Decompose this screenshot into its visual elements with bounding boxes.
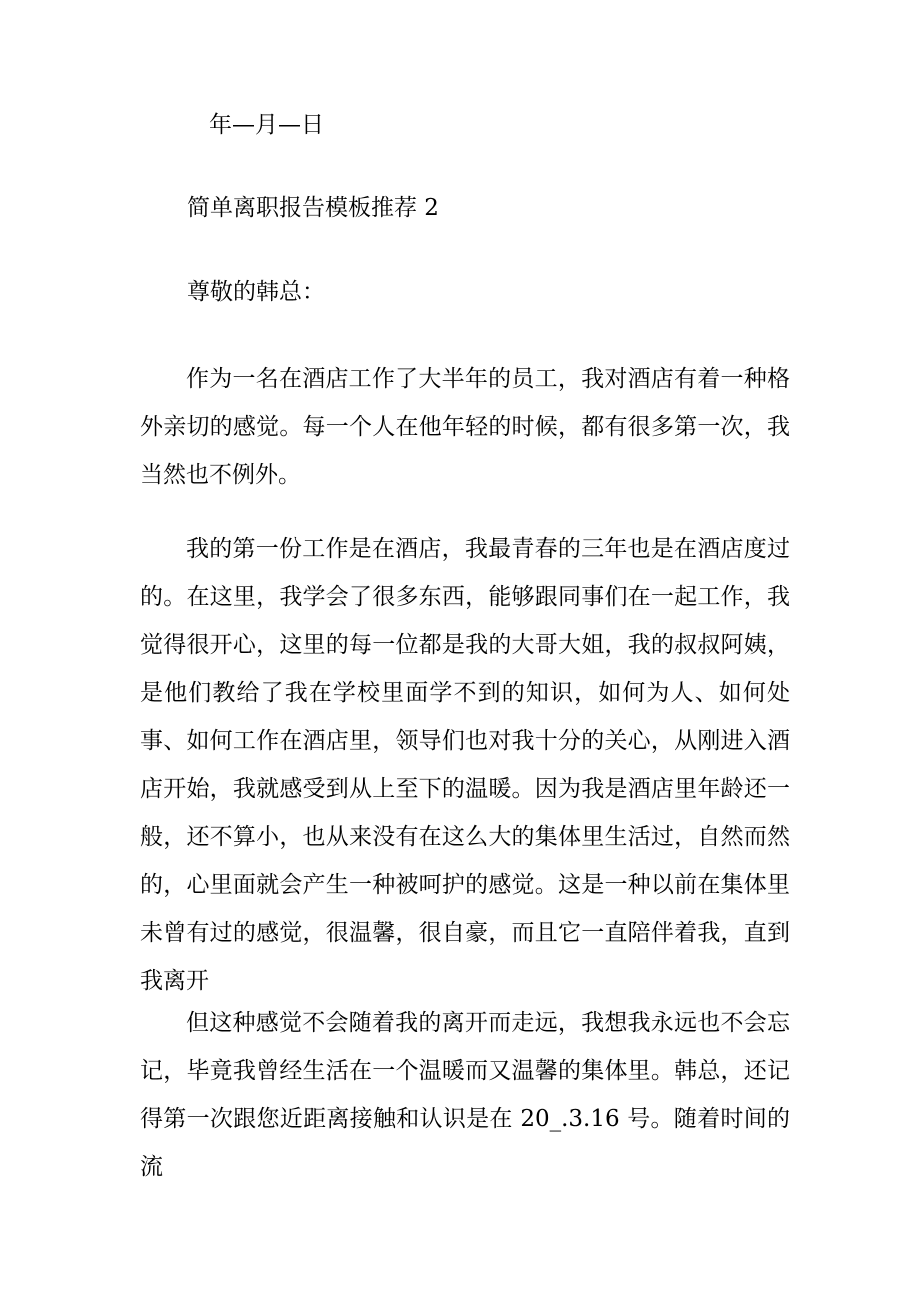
date-line: 年—月—日 [209,112,324,138]
paragraph-2: 我的第一份工作是在酒店，我最青春的三年也是在酒店度过的。在这里，我学会了很多东西，能够跟同事们在一起工作，我觉得很开心，这里的每一位都是我的大哥大姐，我的叔叔阿姨，是他们教给了我在学校里面学不到的知识，如何为人、如何处事、如何工作在酒店里，领导们也对我十分的关心，从刚进入酒店开始，我就感受到从上至下的温暖。因为我是酒店里年龄还一般，还不算小，也从来没有在这么大的集体里生活过，自然而然的，心里面就会产生一种被呵护的感觉。这是一种以前在集体里未曾有过的感觉，很温馨，很自豪，而且它一直陪伴着我，直到我离开 [140,536,790,994]
paragraph-1: 作为一名在酒店工作了大半年的员工，我对酒店有着一种格外亲切的感觉。每一个人在他年轻的时候，都有很多第一次，我当然也不例外。 [140,366,790,488]
salutation: 尊敬的韩总： [187,279,325,305]
paragraph-3: 但这种感觉不会随着我的离开而走远，我想我永远也不会忘记，毕竟我曾经生活在一个温暖而又温馨的集体里。韩总，还记得第一次跟您近距离接触和认识是在 20_.3.16 号。随着时间的流 [140,1010,790,1180]
document-heading: 简单离职报告模板推荐 2 [187,195,439,221]
